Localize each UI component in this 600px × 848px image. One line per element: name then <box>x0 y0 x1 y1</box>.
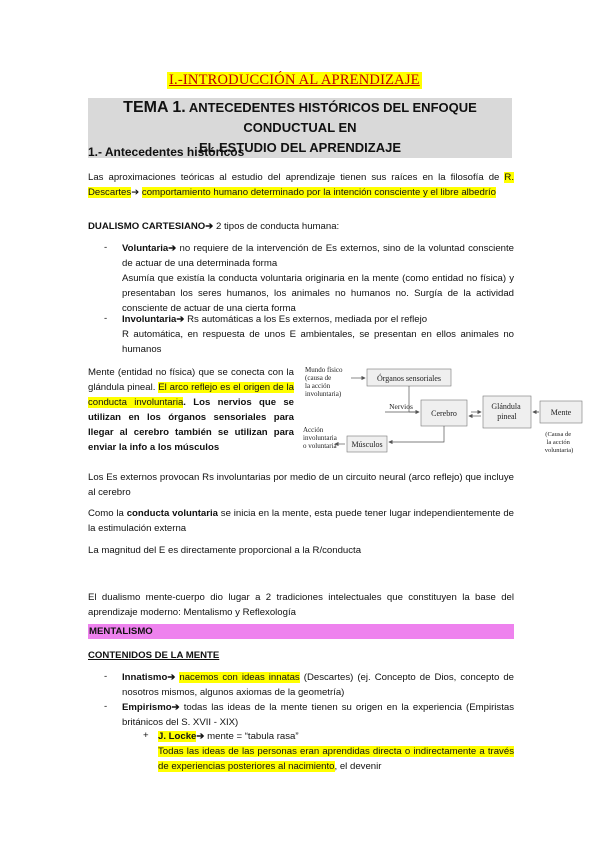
innatismo-label: Innatismo <box>122 672 168 683</box>
voluntaria-label: Voluntaria <box>122 243 169 254</box>
arco-reflejo-highlight: El arco reflejo es el origen de la conducta involuntaria <box>88 382 294 408</box>
arrow-icon: ➔ <box>176 314 185 325</box>
es-externos-paragraph: Los Es externos provocan Rs involuntarias por medio de un circuito neural (arco reflejo) que incluye al cerebro <box>88 472 514 498</box>
arrow-icon: ➔ <box>168 243 177 254</box>
intro-text: Las aproximaciones teóricas al estudio del aprendizaje tienen sus raíces en la filosofía de <box>88 172 505 183</box>
voluntaria-text2: Asumía que existía la conducta voluntaria originaria en la mente (como entidad no física) y presentaban los seres humanos, los animales no humanos no. Surgía de la actividad consciente de actuar de una cierta forma <box>122 273 514 314</box>
arrow-to-musculos <box>389 426 444 442</box>
mente-paragraph <box>88 365 294 455</box>
locke-rest1: mente = <box>207 731 245 742</box>
bullet-dash: - <box>104 313 108 324</box>
mundo-fisico-label: Mundo físico (causa de la acción involuntaria) <box>305 366 343 398</box>
accion-label: Acción involuntaria o voluntaria <box>303 426 337 450</box>
involuntaria-label: Involuntaria <box>122 314 177 325</box>
intro-highlight-text: comportamiento humano determinado por la intención consciente y el libre albedrío <box>141 187 497 198</box>
intro-paragraph <box>88 170 514 200</box>
arrow-icon: ➔ <box>205 221 214 232</box>
bullet-dash: - <box>104 701 108 712</box>
cerebro-label: Cerebro <box>431 409 457 418</box>
section-title: 1.- Antecedentes históricos <box>88 145 245 159</box>
locke-highlight: Todas las ideas de las personas eran aprendidas directa o indirectamente a través de experiencias posteriores al nacimiento <box>158 746 514 772</box>
arrow-icon: ➔ <box>196 731 205 742</box>
mente-label: Mente <box>550 408 572 417</box>
magnitud-paragraph: La magnitud del E es directamente proporcional a la R/conducta <box>88 545 362 556</box>
dualismo-rest: 2 tipos de conducta humana: <box>215 221 340 232</box>
involuntaria-text1: Rs automáticas a los Es externos, mediada por el reflejo <box>187 314 428 325</box>
bullet-dash: - <box>104 671 108 682</box>
locke-name: J. Locke <box>158 731 197 742</box>
tema-title-line1: ANTECEDENTES HISTÓRICOS DEL ENFOQUE CONDUCTUAL EN <box>188 100 477 135</box>
causa-voluntaria-label: (Causa de la acción voluntaria) <box>544 431 574 454</box>
innatismo-rest: (Descartes) (ej. Concepto de Dios, concepto de nosotros mismos, algunos axiomas de la geometría) <box>122 672 514 698</box>
glandula-label: Glándula pineal <box>491 402 521 421</box>
tema-title-line2: EL ESTUDIO DEL APRENDIZAJE <box>198 140 401 155</box>
dualism-diagram <box>301 364 584 466</box>
empirismo-label: Empirismo <box>122 702 172 713</box>
bullet-dash: - <box>104 242 108 253</box>
voluntaria-post: se inicia en la mente, esta puede tener lugar independientemente de la estimulación externa <box>88 508 515 534</box>
voluntaria-text1: no requiere de la intervención de Es externos, sino de la voluntad consciente de actuar de una determinada forma <box>122 243 514 269</box>
plus-bullet: + <box>143 730 149 741</box>
bullet-innatismo <box>122 670 514 700</box>
dualismo-paragraph: El dualismo mente-cuerpo dio lugar a 2 tradiciones intelectuales que constituyen la base del aprendizaje moderno: Mentalismo y Reflexología <box>88 592 514 618</box>
nervios-label: Nervios <box>389 402 413 411</box>
voluntaria-bold: conducta voluntaria <box>126 508 218 519</box>
involuntaria-text2: R automática, en respuesta de unos E ambientales, se presentan en ellos animales no humanos <box>122 329 514 355</box>
voluntaria-pre: Como la <box>88 508 127 519</box>
bullet-locke <box>158 729 514 774</box>
bullet-empirismo <box>122 700 514 730</box>
arrow-icon: ➔ <box>131 187 140 198</box>
innatismo-highlight: nacemos con ideas innatas <box>179 672 300 683</box>
contenidos-heading: CONTENIDOS DE LA MENTE <box>88 650 220 661</box>
musculos-label: Músculos <box>351 440 383 449</box>
descartes-highlight: R. Descartes <box>88 172 514 198</box>
bullet-voluntaria <box>122 241 514 316</box>
mente-text: Mente (entidad no física) que se conecta con la glándula pineal. <box>88 367 294 393</box>
empirismo-rest: todas las ideas de la mente tienen su origen en la experiencia (Empiristas británicos del S. XVII - XIX) <box>122 702 514 728</box>
bullet-involuntaria <box>122 312 514 357</box>
arrow-icon: ➔ <box>167 672 176 683</box>
tabula-rasa: “tabula rasa” <box>244 731 299 742</box>
dualismo-line <box>88 219 514 234</box>
arrow-icon: ➔ <box>171 702 180 713</box>
chapter-title: I.-INTRODUCCIÓN AL APRENDIZAJE <box>169 72 420 88</box>
tema-label: TEMA 1. <box>123 99 186 116</box>
dualismo-title: DUALISMO CARTESIANO <box>88 221 206 232</box>
nervios-text: . Los nervios que se utilizan en los órganos sensoriales para llegar al cerebro también se utilizan para enviar la info a los músculos <box>88 397 294 453</box>
voluntaria-paragraph <box>88 506 514 536</box>
organos-label: Órganos sensoriales <box>376 374 442 383</box>
locke-rest2: , el devenir <box>334 761 382 772</box>
mentalismo-heading: MENTALISMO <box>88 624 514 639</box>
